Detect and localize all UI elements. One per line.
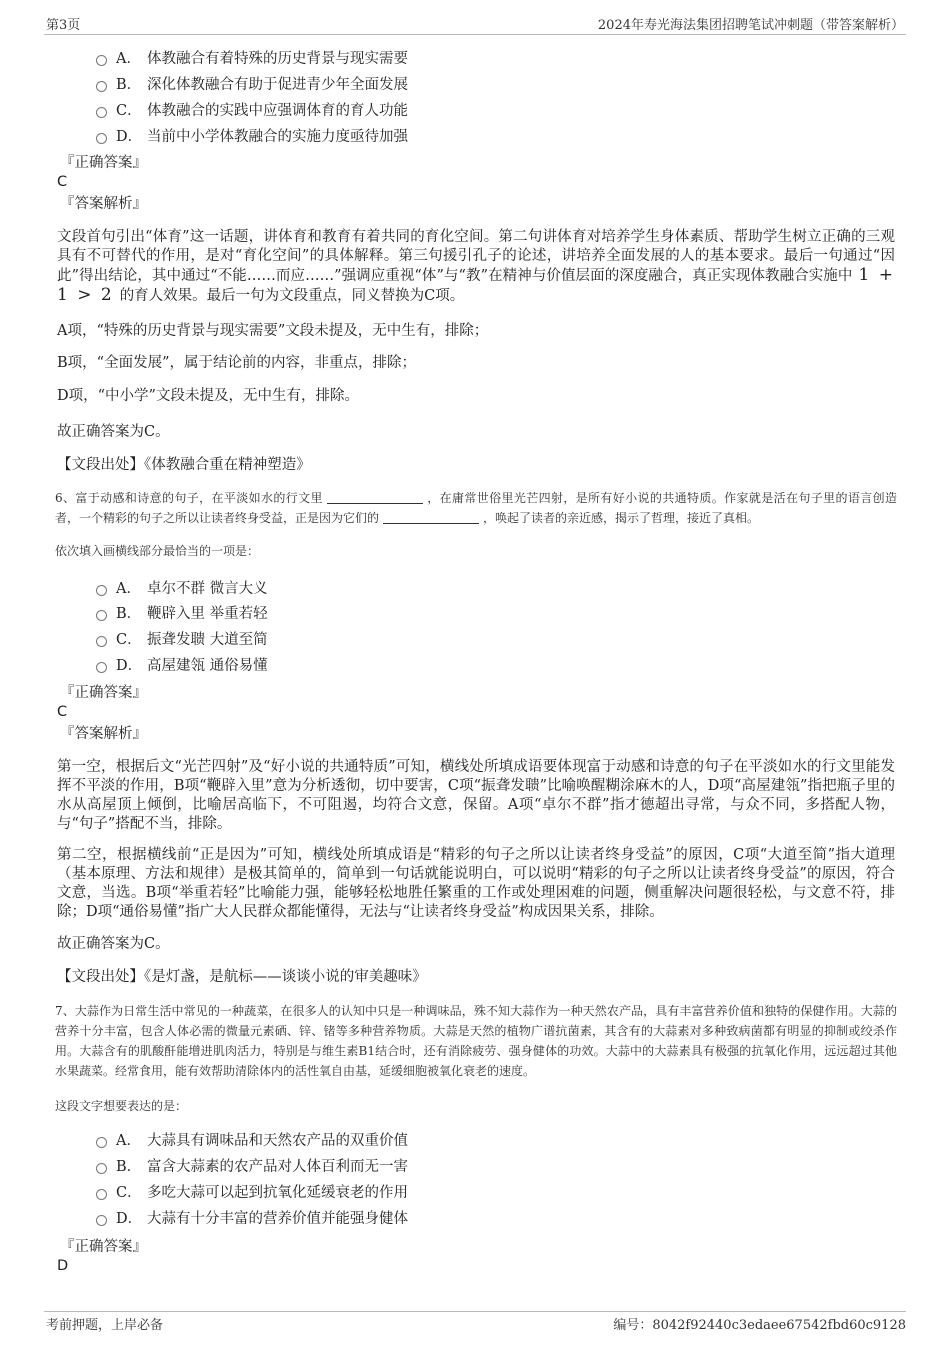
q7-option-b[interactable]: B． 富含大蒜素的农产品对人体百利而无一害: [96, 1157, 408, 1177]
q6-prompt: 依次填入画横线部分最恰当的一项是：: [55, 544, 260, 558]
q6-answer: C: [57, 704, 68, 720]
q7-prompt: 这段文字想要表达的是：: [55, 1099, 188, 1113]
q5-analysis-main: 文段首句引出“体育”这一话题，讲体育和教育有着共同的育化空间。第二句讲体育对培养学生身体素质、帮助学生树立正确的三观具有不可替代的作用，是对“育化空间”的具体解释。第三句援引孔子的论述，讲培养全面发展的人的基本要求。最后一句通过“因此”得出结论，其中通过“不能……而应……”强调应重视“体”与“教”在精神与价值层面的深度融合，真正实现体教融合实施中 1 + 1 > 2 的育人效果。最后一句为文段重点，同义替换为C项。: [57, 229, 895, 305]
radio-icon[interactable]: [96, 107, 107, 118]
radio-icon[interactable]: [96, 81, 107, 92]
q6-analysis-label: 『答案解析』: [60, 726, 147, 742]
q7-answer: D: [57, 1258, 69, 1274]
radio-icon[interactable]: [96, 662, 107, 673]
radio-icon[interactable]: [96, 585, 107, 596]
radio-icon[interactable]: [96, 1163, 107, 1174]
fill-blank-1: [327, 490, 423, 504]
radio-icon[interactable]: [96, 55, 107, 66]
radio-icon[interactable]: [96, 1215, 107, 1226]
q5-analysis-b: B项，“全面发展”，属于结论前的内容，非重点，排除；: [57, 355, 416, 371]
q6-conclusion: 故正确答案为C。: [57, 936, 170, 952]
q5-analysis-a: A项，“特殊的历史背景与现实需要”文段未提及，无中生有，排除；: [57, 323, 489, 339]
q6-option-a[interactable]: A． 卓尔不群 微言大义: [96, 579, 268, 599]
radio-icon[interactable]: [96, 1189, 107, 1200]
q6-option-c[interactable]: C． 振聋发聩 大道至简: [96, 630, 268, 650]
math-expression: 1 + 1 > 2: [57, 265, 895, 305]
footer-slogan: 考前押题，上岸必备: [46, 1318, 164, 1333]
document-title: 2024年寿光海法集团招聘笔试冲刺题（带答案解析）: [597, 18, 904, 33]
q7-option-a[interactable]: A． 大蒜具有调味品和天然农产品的双重价值: [96, 1131, 408, 1151]
q5-option-d[interactable]: D． 当前中小学体教融合的实施力度亟待加强: [96, 127, 408, 147]
q7-answer-label: 『正确答案』: [60, 1239, 147, 1255]
radio-icon[interactable]: [96, 636, 107, 647]
q5-analysis-d: D项，“中小学”文段未提及，无中生有，排除。: [57, 388, 359, 404]
q5-option-a[interactable]: A． 体教融合有着特殊的历史背景与现实需要: [96, 49, 408, 69]
q5-option-c[interactable]: C． 体教融合的实践中应强调体育的育人功能: [96, 101, 408, 121]
header-divider: [44, 34, 906, 35]
footer-divider: [44, 1311, 906, 1312]
q5-answer-label: 『正确答案』: [60, 155, 147, 171]
q7-option-d[interactable]: D． 大蒜有十分丰富的营养价值并能强身健体: [96, 1209, 408, 1229]
radio-icon[interactable]: [96, 610, 107, 621]
q6-analysis-blank1: 第一空，根据后文“光芒四射”及“好小说的共通特质”可知，横线处所填成语要体现富于动感和诗意的句子在平淡如水的行文里能发挥不平淡的作用，B项“鞭辟入里”意为分析透彻，切中要害，C项“振聋发聩”比喻唤醒糊涂麻木的人，D项“高屋建瓴”指把瓶子里的水从高屋顶上倾倒，比喻居高临下，不可阻遏，均符合文意，保留。A项“卓尔不群”指才德超出寻常，与众不同，多搭配人物，与“句子”搭配不当，排除。: [57, 759, 895, 832]
page-number: 第3页: [46, 18, 81, 33]
q6-option-b[interactable]: B． 鞭辟入里 举重若轻: [96, 604, 268, 624]
q5-analysis-label: 『答案解析』: [60, 196, 147, 212]
q5-conclusion: 故正确答案为C。: [57, 424, 170, 440]
q6-analysis-blank2: 第二空，根据横线前“正是因为”可知，横线处所填成语是“精彩的句子之所以让读者终身受益”的原因，C项“大道至简”指大道理（基本原理、方法和规律）是极其简单的，简单到一句话就能说明白，可以说明“精彩的句子之所以让读者终身受益”的原因，符合文意，当选。B项“举重若轻”比喻能力强，能够轻松地胜任繁重的工作或处理困难的问题，侧重解决问题很轻松，与文意不符，排除；D项“通俗易懂”指广大人民群众都能懂得，无法与“让读者终身受益”构成因果关系，排除。: [57, 847, 895, 920]
q6-answer-label: 『正确答案』: [60, 685, 147, 701]
q6-stem: 6、富于动感和诗意的句子，在平淡如水的行文里 ，在庸常世俗里光芒四射，是所有好小说的共通特质。作家就是活在句子里的语言创造者，一个精彩的句子之所以让读者终身受益，正是因为它们的 ，唤起了读者的亲近感，揭示了哲理，接近了真相。: [55, 491, 897, 525]
q5-answer: C: [57, 174, 68, 190]
q6-source: 【文段出处】《是灯盏，是航标——谈谈小说的审美趣味》: [57, 969, 427, 985]
radio-icon[interactable]: [96, 133, 107, 144]
q6-option-d[interactable]: D． 高屋建瓴 通俗易懂: [96, 656, 268, 676]
footer-code: 编号：8042f92440c3edaee67542fbd60c9128: [613, 1318, 906, 1333]
q7-option-c[interactable]: C． 多吃大蒜可以起到抗氧化延缓衰老的作用: [96, 1183, 408, 1203]
q7-stem: 7、大蒜作为日常生活中常见的一种蔬菜，在很多人的认知中只是一种调味品，殊不知大蒜作为一种天然农产品，具有丰富营养价值和独特的保健作用。大蒜的营养十分丰富，包含人体必需的微量元素硒、锌、锗等多种营养物质。大蒜是天然的植物广谱抗菌素，其含有的大蒜素对多种致病菌都有明显的抑制或绞杀作用。大蒜含有的肌酸酐能增进肌肉活力，特别是与维生素B1结合时，还有消除疲劳、强身健体的功效。大蒜中的大蒜素具有极强的抗氧化作用，远远超过其他水果蔬菜。经常食用，能有效帮助清除体内的活性氧自由基，延缓细胞被氧化衰老的速度。: [55, 1004, 897, 1078]
radio-icon[interactable]: [96, 1137, 107, 1148]
fill-blank-2: [383, 510, 479, 524]
q5-option-b[interactable]: B． 深化体教融合有助于促进青少年全面发展: [96, 75, 408, 95]
q5-source: 【文段出处】《体教融合重在精神塑造》: [57, 457, 311, 473]
